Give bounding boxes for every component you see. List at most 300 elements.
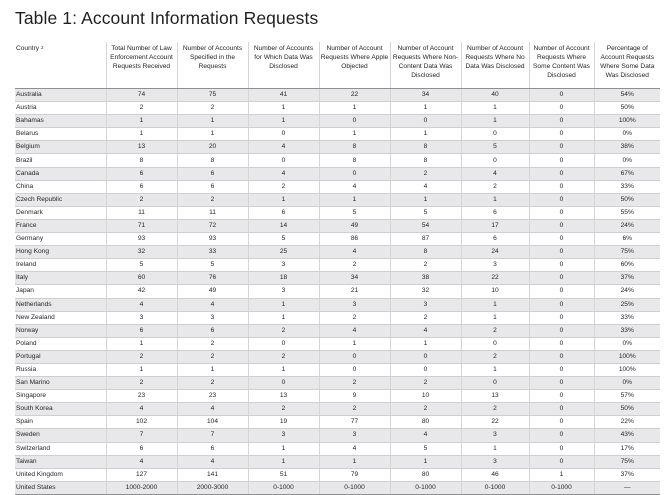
cell-some-content-disclosed: 0: [529, 259, 594, 272]
cell-accounts-disclosed: 13: [248, 390, 319, 403]
cell-total-requests: 23: [106, 390, 177, 403]
cell-total-requests: 11: [106, 206, 177, 219]
cell-no-data-disclosed: 3: [461, 429, 529, 442]
column-header-total-requests: Total Number of Law Enforcement Account Requests Received: [106, 42, 177, 89]
cell-accounts-specified: 6: [177, 180, 248, 193]
cell-non-content-disclosed: 2: [390, 311, 461, 324]
cell-accounts-disclosed: 1: [248, 455, 319, 468]
cell-percentage-disclosed: 33%: [594, 311, 660, 324]
cell-apple-objected: 0: [319, 115, 390, 128]
cell-country: Spain: [15, 416, 106, 429]
cell-some-content-disclosed: 0: [529, 89, 594, 102]
cell-non-content-disclosed: 3: [390, 298, 461, 311]
table-row: [15, 206, 660, 219]
cell-no-data-disclosed: 1: [461, 193, 529, 206]
table-row: [15, 89, 660, 102]
cell-accounts-disclosed: 3: [248, 429, 319, 442]
cell-total-requests: 32: [106, 246, 177, 259]
cell-accounts-disclosed: 0: [248, 337, 319, 350]
cell-accounts-disclosed: 2: [248, 180, 319, 193]
cell-some-content-disclosed: 0: [529, 442, 594, 455]
cell-non-content-disclosed: 4: [390, 180, 461, 193]
cell-total-requests: 60: [106, 272, 177, 285]
cell-total-requests: 4: [106, 403, 177, 416]
cell-percentage-disclosed: 100%: [594, 115, 660, 128]
cell-no-data-disclosed: 1: [461, 115, 529, 128]
table-row: [15, 128, 660, 141]
cell-accounts-specified: 6: [177, 324, 248, 337]
cell-accounts-specified: 3: [177, 311, 248, 324]
cell-accounts-specified: 1: [177, 128, 248, 141]
cell-non-content-disclosed: 0-1000: [390, 481, 461, 494]
cell-percentage-disclosed: 33%: [594, 324, 660, 337]
cell-non-content-disclosed: 10: [390, 390, 461, 403]
table-row: [15, 337, 660, 350]
cell-percentage-disclosed: 17%: [594, 442, 660, 455]
cell-non-content-disclosed: 87: [390, 233, 461, 246]
cell-non-content-disclosed: 34: [390, 89, 461, 102]
cell-some-content-disclosed: 0: [529, 115, 594, 128]
cell-total-requests: 6: [106, 180, 177, 193]
cell-some-content-disclosed: 0: [529, 350, 594, 363]
cell-some-content-disclosed: 0: [529, 272, 594, 285]
cell-percentage-disclosed: 24%: [594, 285, 660, 298]
cell-apple-objected: 49: [319, 219, 390, 232]
cell-no-data-disclosed: 6: [461, 233, 529, 246]
cell-country: Hong Kong: [15, 246, 106, 259]
cell-apple-objected: 4: [319, 324, 390, 337]
cell-some-content-disclosed: 0: [529, 180, 594, 193]
cell-accounts-specified: 141: [177, 468, 248, 481]
table-row: [15, 403, 660, 416]
cell-apple-objected: 1: [319, 128, 390, 141]
cell-accounts-specified: 11: [177, 206, 248, 219]
account-requests-table: [15, 42, 660, 495]
cell-accounts-disclosed: 1: [248, 102, 319, 115]
cell-percentage-disclosed: 50%: [594, 403, 660, 416]
column-header-country: [15, 42, 106, 89]
cell-some-content-disclosed: 0: [529, 403, 594, 416]
cell-apple-objected: 86: [319, 233, 390, 246]
cell-non-content-disclosed: 1: [390, 102, 461, 115]
cell-apple-objected: 1: [319, 455, 390, 468]
cell-non-content-disclosed: 1: [390, 337, 461, 350]
cell-some-content-disclosed: 0: [529, 429, 594, 442]
cell-some-content-disclosed: 0: [529, 141, 594, 154]
page-title: Table 1: Account Information Requests: [15, 8, 319, 28]
cell-country: San Marino: [15, 377, 106, 390]
cell-no-data-disclosed: 24: [461, 246, 529, 259]
cell-some-content-disclosed: 0: [529, 193, 594, 206]
cell-country: Poland: [15, 337, 106, 350]
cell-total-requests: 7: [106, 429, 177, 442]
cell-some-content-disclosed: 0: [529, 377, 594, 390]
table-row: [15, 154, 660, 167]
cell-total-requests: 13: [106, 141, 177, 154]
cell-total-requests: 2: [106, 377, 177, 390]
cell-accounts-disclosed: 0-1000: [248, 481, 319, 494]
column-header-accounts-disclosed: Number of Accounts for Which Data Was Disclosed: [248, 42, 319, 89]
cell-total-requests: 71: [106, 219, 177, 232]
cell-accounts-disclosed: 25: [248, 246, 319, 259]
cell-percentage-disclosed: 0%: [594, 128, 660, 141]
cell-percentage-disclosed: 55%: [594, 206, 660, 219]
cell-non-content-disclosed: 38: [390, 272, 461, 285]
cell-apple-objected: 0: [319, 167, 390, 180]
cell-accounts-disclosed: 1: [248, 115, 319, 128]
table-row: [15, 141, 660, 154]
cell-non-content-disclosed: 1: [390, 128, 461, 141]
cell-apple-objected: 0-1000: [319, 481, 390, 494]
cell-accounts-disclosed: 0: [248, 128, 319, 141]
table-row: [15, 350, 660, 363]
cell-percentage-disclosed: 57%: [594, 390, 660, 403]
cell-non-content-disclosed: 2: [390, 259, 461, 272]
cell-non-content-disclosed: 8: [390, 154, 461, 167]
cell-total-requests: 2: [106, 102, 177, 115]
cell-country: Netherlands: [15, 298, 106, 311]
cell-apple-objected: 9: [319, 390, 390, 403]
cell-accounts-disclosed: 4: [248, 167, 319, 180]
cell-total-requests: 3: [106, 311, 177, 324]
cell-percentage-disclosed: 75%: [594, 246, 660, 259]
table-body: [15, 89, 660, 495]
cell-no-data-disclosed: 6: [461, 206, 529, 219]
cell-apple-objected: 1: [319, 102, 390, 115]
cell-total-requests: 6: [106, 442, 177, 455]
table-row: [15, 442, 660, 455]
cell-accounts-disclosed: 1: [248, 363, 319, 376]
cell-accounts-disclosed: 6: [248, 206, 319, 219]
cell-total-requests: 5: [106, 259, 177, 272]
cell-total-requests: 1: [106, 363, 177, 376]
table-row: [15, 115, 660, 128]
cell-percentage-disclosed: 43%: [594, 429, 660, 442]
cell-some-content-disclosed: 0: [529, 246, 594, 259]
table-row: [15, 416, 660, 429]
cell-country: Japan: [15, 285, 106, 298]
cell-accounts-specified: 1: [177, 115, 248, 128]
cell-country: Singapore: [15, 390, 106, 403]
cell-apple-objected: 8: [319, 141, 390, 154]
cell-country: Ireland: [15, 259, 106, 272]
cell-accounts-specified: 20: [177, 141, 248, 154]
cell-no-data-disclosed: 1: [461, 311, 529, 324]
cell-accounts-disclosed: 51: [248, 468, 319, 481]
cell-some-content-disclosed: 0: [529, 128, 594, 141]
cell-percentage-disclosed: 100%: [594, 363, 660, 376]
cell-percentage-disclosed: 0%: [594, 154, 660, 167]
cell-accounts-specified: 33: [177, 246, 248, 259]
cell-total-requests: 1: [106, 337, 177, 350]
cell-apple-objected: 21: [319, 285, 390, 298]
cell-percentage-disclosed: 24%: [594, 219, 660, 232]
cell-non-content-disclosed: 4: [390, 429, 461, 442]
cell-total-requests: 4: [106, 298, 177, 311]
cell-country: Sweden: [15, 429, 106, 442]
cell-apple-objected: 8: [319, 154, 390, 167]
cell-some-content-disclosed: 0: [529, 337, 594, 350]
cell-non-content-disclosed: 2: [390, 167, 461, 180]
cell-no-data-disclosed: 0: [461, 154, 529, 167]
cell-apple-objected: 22: [319, 89, 390, 102]
cell-total-requests: 2: [106, 193, 177, 206]
cell-some-content-disclosed: 0: [529, 363, 594, 376]
cell-non-content-disclosed: 4: [390, 324, 461, 337]
cell-non-content-disclosed: 80: [390, 416, 461, 429]
cell-apple-objected: 2: [319, 311, 390, 324]
cell-accounts-specified: 4: [177, 455, 248, 468]
cell-accounts-specified: 8: [177, 154, 248, 167]
cell-non-content-disclosed: 32: [390, 285, 461, 298]
cell-no-data-disclosed: 17: [461, 219, 529, 232]
cell-some-content-disclosed: 1: [529, 468, 594, 481]
cell-apple-objected: 4: [319, 246, 390, 259]
cell-country: Denmark: [15, 206, 106, 219]
cell-accounts-disclosed: 1: [248, 193, 319, 206]
cell-accounts-specified: 4: [177, 298, 248, 311]
cell-total-requests: 127: [106, 468, 177, 481]
cell-apple-objected: 1: [319, 337, 390, 350]
cell-accounts-disclosed: 14: [248, 219, 319, 232]
cell-some-content-disclosed: 0: [529, 311, 594, 324]
cell-total-requests: 4: [106, 455, 177, 468]
cell-country: Switzerland: [15, 442, 106, 455]
cell-no-data-disclosed: 2: [461, 403, 529, 416]
table-row: [15, 311, 660, 324]
table-row: [15, 481, 660, 494]
cell-no-data-disclosed: 10: [461, 285, 529, 298]
cell-apple-objected: 1: [319, 193, 390, 206]
table-row: [15, 233, 660, 246]
cell-accounts-specified: 2: [177, 193, 248, 206]
cell-total-requests: 1: [106, 128, 177, 141]
cell-total-requests: 74: [106, 89, 177, 102]
cell-no-data-disclosed: 1: [461, 442, 529, 455]
cell-accounts-specified: 93: [177, 233, 248, 246]
cell-apple-objected: 0: [319, 363, 390, 376]
cell-total-requests: 6: [106, 167, 177, 180]
cell-no-data-disclosed: 22: [461, 416, 529, 429]
cell-percentage-disclosed: 38%: [594, 141, 660, 154]
cell-non-content-disclosed: 5: [390, 206, 461, 219]
cell-some-content-disclosed: 0: [529, 154, 594, 167]
column-header-label: Country: [16, 45, 40, 52]
cell-apple-objected: 3: [319, 298, 390, 311]
cell-accounts-disclosed: 2: [248, 324, 319, 337]
table-row: [15, 429, 660, 442]
cell-country: Belgium: [15, 141, 106, 154]
cell-country: Belarus: [15, 128, 106, 141]
cell-accounts-specified: 72: [177, 219, 248, 232]
table-row: [15, 324, 660, 337]
cell-no-data-disclosed: 46: [461, 468, 529, 481]
cell-accounts-disclosed: 2: [248, 403, 319, 416]
cell-total-requests: 42: [106, 285, 177, 298]
table-row: [15, 219, 660, 232]
cell-country: United States: [15, 481, 106, 494]
cell-country: China: [15, 180, 106, 193]
cell-percentage-disclosed: 54%: [594, 89, 660, 102]
cell-percentage-disclosed: 37%: [594, 468, 660, 481]
cell-country: Australia: [15, 89, 106, 102]
cell-accounts-disclosed: 18: [248, 272, 319, 285]
cell-total-requests: 6: [106, 324, 177, 337]
cell-accounts-specified: 6: [177, 167, 248, 180]
cell-accounts-disclosed: 5: [248, 233, 319, 246]
cell-some-content-disclosed: 0-1000: [529, 481, 594, 494]
cell-accounts-specified: 1: [177, 363, 248, 376]
cell-country: France: [15, 219, 106, 232]
cell-accounts-disclosed: 3: [248, 285, 319, 298]
cell-total-requests: 102: [106, 416, 177, 429]
table-row: [15, 167, 660, 180]
cell-percentage-disclosed: 0%: [594, 377, 660, 390]
cell-country: Germany: [15, 233, 106, 246]
column-header-some-content-disclosed: Number of Account Requests Where Some Content Was Disclosed: [529, 42, 594, 89]
cell-accounts-disclosed: 2: [248, 350, 319, 363]
cell-accounts-specified: 7: [177, 429, 248, 442]
cell-total-requests: 8: [106, 154, 177, 167]
cell-accounts-disclosed: 41: [248, 89, 319, 102]
cell-percentage-disclosed: 100%: [594, 350, 660, 363]
table-row: [15, 390, 660, 403]
cell-country: United Kingdom: [15, 468, 106, 481]
cell-some-content-disclosed: 0: [529, 455, 594, 468]
cell-apple-objected: 0: [319, 350, 390, 363]
cell-non-content-disclosed: 54: [390, 219, 461, 232]
cell-apple-objected: 5: [319, 206, 390, 219]
cell-total-requests: 1: [106, 115, 177, 128]
cell-no-data-disclosed: 1: [461, 298, 529, 311]
cell-total-requests: 2: [106, 350, 177, 363]
column-header-accounts-specified: Number of Accounts Specified in the Requests: [177, 42, 248, 89]
cell-percentage-disclosed: 22%: [594, 416, 660, 429]
cell-accounts-specified: 6: [177, 442, 248, 455]
cell-percentage-disclosed: 60%: [594, 259, 660, 272]
cell-no-data-disclosed: 0: [461, 128, 529, 141]
table-row: [15, 259, 660, 272]
cell-accounts-disclosed: 19: [248, 416, 319, 429]
cell-non-content-disclosed: 0: [390, 363, 461, 376]
cell-accounts-specified: 75: [177, 89, 248, 102]
cell-no-data-disclosed: 1: [461, 363, 529, 376]
table-row: [15, 285, 660, 298]
cell-percentage-disclosed: 37%: [594, 272, 660, 285]
cell-apple-objected: 2: [319, 259, 390, 272]
cell-percentage-disclosed: 50%: [594, 193, 660, 206]
cell-some-content-disclosed: 0: [529, 416, 594, 429]
cell-accounts-disclosed: 1: [248, 298, 319, 311]
cell-some-content-disclosed: 0: [529, 219, 594, 232]
cell-some-content-disclosed: 0: [529, 102, 594, 115]
cell-apple-objected: 4: [319, 180, 390, 193]
column-header-apple-objected: Number of Account Requests Where Apple Objected: [319, 42, 390, 89]
cell-accounts-specified: 23: [177, 390, 248, 403]
cell-no-data-disclosed: 2: [461, 180, 529, 193]
header-row: [15, 42, 660, 89]
table-row: [15, 193, 660, 206]
cell-some-content-disclosed: 0: [529, 206, 594, 219]
cell-country: Bahamas: [15, 115, 106, 128]
cell-no-data-disclosed: 5: [461, 141, 529, 154]
cell-country: Austria: [15, 102, 106, 115]
cell-no-data-disclosed: 0-1000: [461, 481, 529, 494]
cell-accounts-specified: 2000-3000: [177, 481, 248, 494]
cell-no-data-disclosed: 13: [461, 390, 529, 403]
cell-country: Russia: [15, 363, 106, 376]
cell-percentage-disclosed: 6%: [594, 233, 660, 246]
cell-some-content-disclosed: 0: [529, 285, 594, 298]
cell-accounts-specified: 76: [177, 272, 248, 285]
cell-non-content-disclosed: 2: [390, 377, 461, 390]
table-row: [15, 272, 660, 285]
cell-some-content-disclosed: 0: [529, 233, 594, 246]
table-row: [15, 455, 660, 468]
cell-apple-objected: 77: [319, 416, 390, 429]
table-row: [15, 102, 660, 115]
cell-apple-objected: 79: [319, 468, 390, 481]
cell-accounts-disclosed: 4: [248, 141, 319, 154]
cell-non-content-disclosed: 0: [390, 350, 461, 363]
cell-non-content-disclosed: 0: [390, 115, 461, 128]
cell-no-data-disclosed: 40: [461, 89, 529, 102]
cell-no-data-disclosed: 3: [461, 259, 529, 272]
cell-some-content-disclosed: 0: [529, 324, 594, 337]
cell-accounts-specified: 2: [177, 102, 248, 115]
cell-total-requests: 1000-2000: [106, 481, 177, 494]
table-row: [15, 363, 660, 376]
table-header: [15, 42, 660, 89]
cell-percentage-disclosed: 0%: [594, 337, 660, 350]
cell-some-content-disclosed: 0: [529, 298, 594, 311]
cell-country: Czech Republic: [15, 193, 106, 206]
cell-country: Italy: [15, 272, 106, 285]
cell-accounts-specified: 2: [177, 377, 248, 390]
cell-accounts-disclosed: 0: [248, 154, 319, 167]
cell-no-data-disclosed: 22: [461, 272, 529, 285]
cell-accounts-specified: 4: [177, 403, 248, 416]
table-row: [15, 377, 660, 390]
cell-country: Norway: [15, 324, 106, 337]
cell-percentage-disclosed: —: [594, 481, 660, 494]
cell-accounts-specified: 2: [177, 350, 248, 363]
cell-country: South Korea: [15, 403, 106, 416]
cell-accounts-specified: 2: [177, 337, 248, 350]
cell-non-content-disclosed: 80: [390, 468, 461, 481]
cell-country: Portugal: [15, 350, 106, 363]
cell-apple-objected: 2: [319, 403, 390, 416]
cell-some-content-disclosed: 0: [529, 390, 594, 403]
cell-non-content-disclosed: 1: [390, 193, 461, 206]
cell-percentage-disclosed: 33%: [594, 180, 660, 193]
cell-apple-objected: 3: [319, 429, 390, 442]
cell-accounts-disclosed: 3: [248, 259, 319, 272]
cell-country: Canada: [15, 167, 106, 180]
cell-no-data-disclosed: 1: [461, 102, 529, 115]
cell-percentage-disclosed: 25%: [594, 298, 660, 311]
cell-country: New Zealand: [15, 311, 106, 324]
cell-percentage-disclosed: 75%: [594, 455, 660, 468]
cell-non-content-disclosed: 8: [390, 141, 461, 154]
cell-percentage-disclosed: 67%: [594, 167, 660, 180]
cell-no-data-disclosed: 3: [461, 455, 529, 468]
cell-accounts-specified: 5: [177, 259, 248, 272]
cell-accounts-disclosed: 0: [248, 377, 319, 390]
cell-non-content-disclosed: 8: [390, 246, 461, 259]
cell-country: Taiwan: [15, 455, 106, 468]
column-header-percentage-disclosed: Percentage of Account Requests Where Some Data Was Disclosed: [594, 42, 660, 89]
